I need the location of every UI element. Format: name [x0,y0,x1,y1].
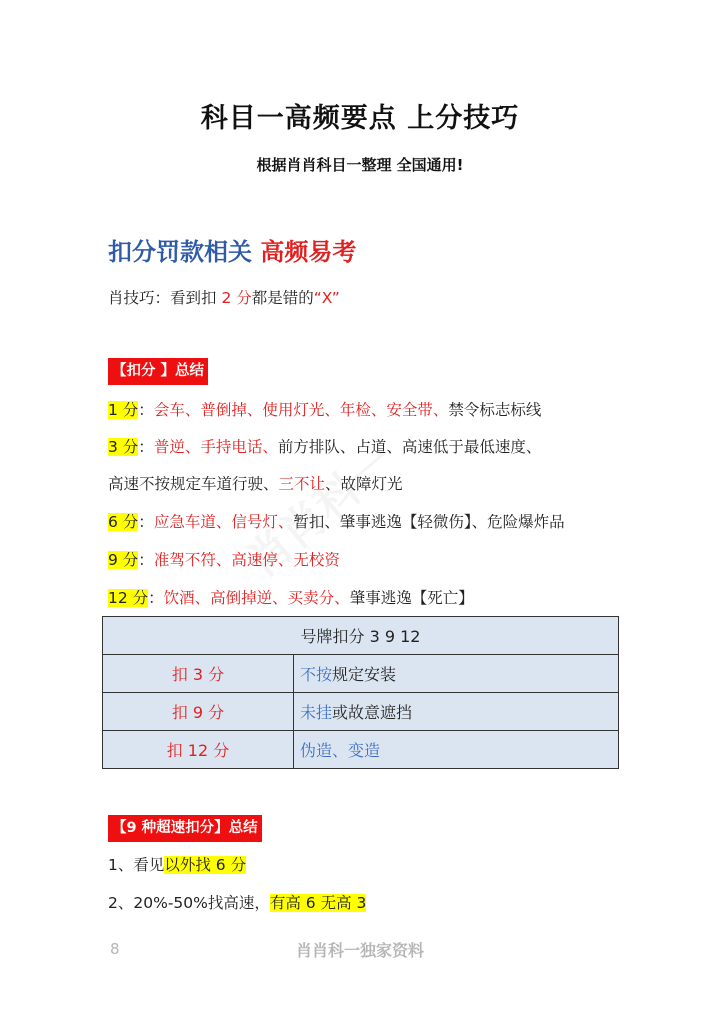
deduct-rest: 暂扣、肇事逃逸【轻微伤】、危险爆炸品 [293,513,565,531]
deduct-row-1 [108,397,541,423]
deduct-score: 12 分 [108,589,149,607]
speeding-item-2 [108,890,366,916]
desc-blue: 不按 [300,665,333,684]
tip-prefix: 肖技巧：看到扣 [108,289,222,307]
table-cell-desc [294,693,619,731]
deduct-red: 三不让 [278,475,326,493]
item-prefix: 1、看见 [108,856,165,874]
deduct-row-3 [108,434,541,460]
deduct-row-12 [108,585,474,611]
deduct-row-6 [108,509,565,535]
section-title-blue: 扣分罚款相关 [108,238,252,266]
deduct-red: 会车、普倒掉、使用灯光、年检、安全带、 [153,401,449,419]
table-cell-deduct: 扣 12 分 [103,731,294,769]
page-subtitle: 根据肖肖科目一整理 全国通用! [256,156,464,174]
deduct-row-9 [108,547,340,573]
table-header: 号牌扣分 3 9 12 [103,617,619,655]
deduct-red: 准驾不符、高速停、无校资 [153,551,340,569]
deduct-score: 6 分 [108,513,139,531]
item-prefix: 2、20%-50%找高速， [108,894,270,912]
deduct-red: 应急车道、信号灯、 [153,513,294,531]
deduct-line-a: 高速不按规定车道行驶、 [108,475,279,493]
deduct-rest: 肇事逃逸【死亡】 [349,589,474,607]
table-header-row [103,617,619,655]
table-row [103,693,619,731]
summary-badge-deduct: 【扣分 】总结 [108,358,208,385]
tip-red: 2 分 [221,289,252,307]
colon: ： [138,513,154,531]
item-highlight: 以外找 6 分 [164,856,247,874]
deduct-line-b: 、故障灯光 [325,475,403,493]
deduct-score: 3 分 [108,438,139,456]
speeding-item-1 [108,852,246,878]
colon: ： [138,551,154,569]
page-title: 科目一高频要点 上分技巧 [200,103,520,134]
table-row [103,731,619,769]
deduct-red: 普逆、手持电话、 [153,438,278,456]
tip-x: “X” [313,289,340,307]
table-row [103,655,619,693]
tip-line [108,285,340,311]
table-cell-desc [294,655,619,693]
desc-rest: 规定安装 [332,665,397,684]
plate-deduct-table [102,616,619,769]
tip-mid: 都是错的 [251,289,314,307]
deduct-row-3-cont [108,471,403,497]
desc-rest: 或故意遮挡 [332,703,413,722]
page-number: 8 [110,940,120,958]
table-cell-deduct: 扣 3 分 [103,655,294,693]
deduct-score: 9 分 [108,551,139,569]
footer-text: 肖肖科一独家资料 [295,941,424,960]
table-cell-deduct: 扣 9 分 [103,693,294,731]
deduct-red: 饮酒、高倒掉逆、买卖分、 [163,589,350,607]
colon: ： [148,589,164,607]
desc-blue: 未挂 [300,703,333,722]
desc-blue: 伪造、变造 [300,741,381,760]
table-cell-desc [294,731,619,769]
summary-badge-speeding: 【9 种超速扣分】总结 [108,815,262,842]
item-highlight: 有高 6 无高 3 [269,894,367,912]
deduct-rest: 前方排队、占道、高速低于最低速度、 [277,438,542,456]
colon: ： [138,438,154,456]
section-title [108,232,356,267]
section-title-red: 高频易考 [260,238,357,266]
colon: ： [138,401,154,419]
deduct-score: 1 分 [108,401,139,419]
deduct-rest: 禁令标志标线 [448,401,542,419]
